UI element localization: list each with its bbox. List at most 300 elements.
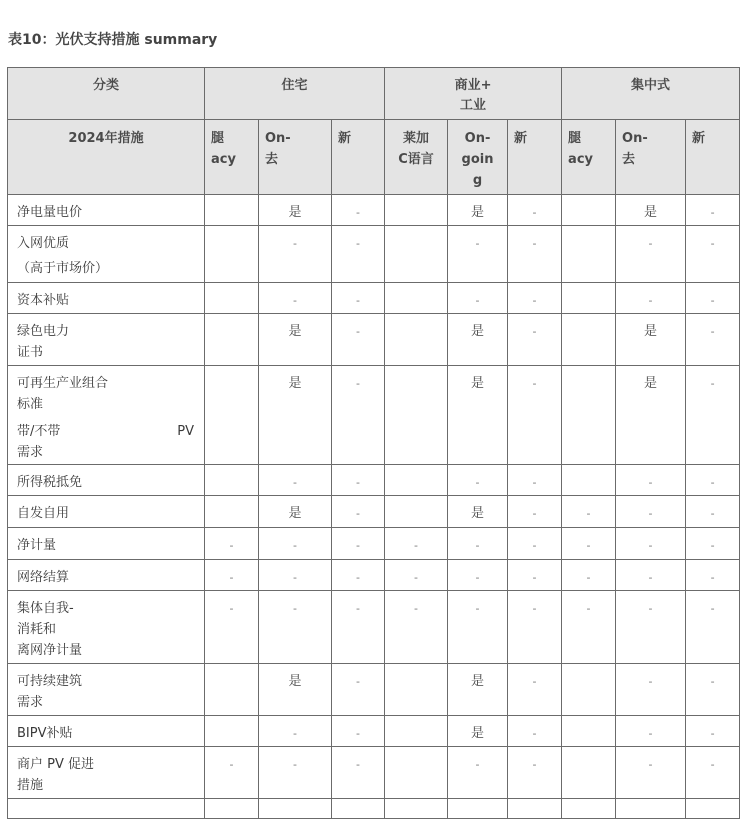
status-cell — [332, 664, 385, 716]
measure-label-cell — [8, 747, 205, 799]
dash-mark: - — [414, 571, 418, 584]
dash-mark: - — [293, 237, 297, 250]
yes-mark: 是 — [471, 324, 485, 339]
dash-mark: - — [293, 571, 297, 584]
status-cell — [686, 465, 740, 496]
status-cell — [259, 195, 332, 226]
status-cell — [205, 195, 259, 226]
group-header-residential — [205, 68, 385, 120]
table-row — [8, 366, 740, 465]
status-cell — [686, 226, 740, 283]
yes-mark: 是 — [288, 674, 302, 689]
yes-mark: 是 — [644, 376, 658, 391]
dash-mark: - — [356, 206, 360, 219]
subcolumn-header-line: 去 — [265, 152, 279, 167]
status-cell — [508, 799, 562, 819]
status-cell — [616, 226, 686, 283]
subcolumn-header-line: On- — [622, 131, 648, 146]
status-cell — [205, 716, 259, 747]
status-cell — [259, 747, 332, 799]
status-cell — [508, 465, 562, 496]
yes-mark: 是 — [644, 205, 658, 220]
dash-mark: - — [710, 294, 715, 307]
measure-label-line: 绿色电力 — [17, 324, 70, 339]
measure-label-line: （高于市场价） — [17, 261, 109, 276]
dash-mark: - — [532, 507, 537, 520]
dash-mark: - — [710, 377, 715, 390]
status-cell — [616, 465, 686, 496]
yes-mark: 是 — [471, 506, 485, 521]
status-cell — [259, 283, 332, 314]
status-cell — [332, 747, 385, 799]
dash-mark: - — [293, 476, 297, 489]
dash-mark: - — [532, 476, 537, 489]
status-cell — [562, 716, 616, 747]
dash-mark: - — [710, 727, 715, 740]
status-cell — [508, 366, 562, 465]
status-cell — [205, 283, 259, 314]
dash-mark: - — [475, 539, 480, 552]
measure-label-line: 入网优质 — [17, 236, 70, 251]
measure-label-line: 离网净计量 — [17, 643, 83, 658]
status-cell — [385, 496, 448, 528]
status-cell — [686, 799, 740, 819]
measure-label-line: BIPV补贴 — [17, 726, 73, 741]
subcolumn-header-line: 去 — [622, 152, 636, 167]
status-cell — [448, 528, 508, 560]
dash-mark: - — [648, 294, 653, 307]
dash-mark: - — [648, 602, 653, 615]
table-row — [8, 314, 740, 366]
dash-mark: - — [532, 539, 537, 552]
table-row — [8, 496, 740, 528]
dash-mark: - — [475, 758, 480, 771]
status-cell — [205, 560, 259, 591]
table-row — [8, 799, 740, 819]
group-header-line: 住宅 — [281, 78, 308, 93]
status-cell — [385, 591, 448, 664]
subcolumn-header-line: 新 — [514, 131, 528, 146]
dash-mark: - — [648, 675, 653, 688]
status-cell — [448, 799, 508, 819]
status-cell — [686, 591, 740, 664]
dash-mark: - — [229, 602, 234, 615]
dash-mark: - — [229, 758, 234, 771]
status-cell — [259, 591, 332, 664]
dash-mark: - — [475, 476, 480, 489]
dash-mark: - — [293, 539, 297, 552]
status-cell — [616, 496, 686, 528]
dash-mark: - — [475, 237, 480, 250]
measure-label-cell — [8, 591, 205, 664]
table-row — [8, 747, 740, 799]
status-cell — [448, 716, 508, 747]
status-cell — [616, 799, 686, 819]
status-cell — [205, 664, 259, 716]
status-cell — [686, 528, 740, 560]
yes-mark: 是 — [288, 205, 302, 220]
status-cell — [448, 283, 508, 314]
status-cell — [332, 496, 385, 528]
status-cell — [562, 528, 616, 560]
status-cell — [332, 716, 385, 747]
group-header-line: 集中式 — [631, 78, 671, 93]
subcolumn-header — [448, 120, 508, 195]
status-cell — [562, 366, 616, 465]
table-title: 表10：光伏支持措施 summary — [8, 32, 218, 48]
status-cell — [448, 314, 508, 366]
status-cell — [686, 664, 740, 716]
measure-label-cell — [8, 799, 205, 819]
dash-mark: - — [532, 758, 537, 771]
measure-label-cell — [8, 664, 205, 716]
status-cell — [616, 560, 686, 591]
status-cell — [385, 799, 448, 819]
status-cell — [385, 465, 448, 496]
subcolumn-header-line: On- — [265, 131, 291, 146]
status-cell — [332, 314, 385, 366]
subcolumn-header-line: 腿 — [568, 131, 582, 146]
status-cell — [616, 591, 686, 664]
measure-label-line: 标准 — [17, 397, 44, 412]
dash-mark: - — [532, 727, 537, 740]
dash-mark: - — [532, 675, 537, 688]
status-cell — [205, 496, 259, 528]
status-cell — [205, 314, 259, 366]
status-cell — [448, 195, 508, 226]
status-cell — [385, 716, 448, 747]
status-cell — [508, 560, 562, 591]
status-cell — [205, 799, 259, 819]
status-cell — [385, 560, 448, 591]
measure-label-line: 证书 — [17, 345, 44, 360]
status-cell — [562, 560, 616, 591]
dash-mark: - — [356, 325, 360, 338]
subcolumn-header — [686, 120, 740, 195]
status-cell — [332, 560, 385, 591]
measure-label-line — [17, 421, 194, 442]
status-cell — [448, 560, 508, 591]
status-cell — [562, 591, 616, 664]
status-cell — [259, 560, 332, 591]
measure-label-line: 所得税抵免 — [17, 475, 83, 490]
table-row — [8, 560, 740, 591]
status-cell — [562, 283, 616, 314]
dash-mark: - — [710, 476, 715, 489]
status-cell — [385, 747, 448, 799]
header-row-groups — [8, 68, 740, 120]
status-cell — [616, 747, 686, 799]
status-cell — [448, 747, 508, 799]
status-cell — [616, 716, 686, 747]
status-cell — [332, 528, 385, 560]
status-cell — [385, 195, 448, 226]
subcolumn-header — [616, 120, 686, 195]
status-cell — [332, 283, 385, 314]
status-cell — [448, 465, 508, 496]
subcolumn-header — [508, 120, 562, 195]
dash-mark: - — [648, 539, 653, 552]
dash-mark: - — [648, 571, 653, 584]
dash-mark: - — [710, 237, 715, 250]
subcolumn-header-line: goin — [461, 152, 494, 167]
status-cell — [332, 366, 385, 465]
dash-mark: - — [710, 206, 715, 219]
subcolumn-header-line: g — [472, 173, 483, 188]
group-header-line: 工业 — [460, 98, 487, 113]
dash-mark: - — [532, 325, 537, 338]
status-cell — [259, 465, 332, 496]
status-cell — [562, 496, 616, 528]
measure-label-cell — [8, 283, 205, 314]
status-cell — [616, 664, 686, 716]
dash-mark: - — [356, 602, 360, 615]
status-cell — [508, 716, 562, 747]
measure-label-cell — [8, 528, 205, 560]
measure-label-line: 自发自用 — [17, 506, 70, 521]
dash-mark: - — [475, 571, 480, 584]
group-header-commercial-industrial — [385, 68, 562, 120]
status-cell — [332, 591, 385, 664]
table-row — [8, 283, 740, 314]
status-cell — [385, 226, 448, 283]
measure-label-line: 需求 — [17, 695, 44, 710]
measure-label-text: PV — [177, 424, 194, 439]
dash-mark: - — [532, 377, 537, 390]
status-cell — [686, 716, 740, 747]
status-cell — [205, 528, 259, 560]
status-cell — [562, 799, 616, 819]
group-header-line: 商业+ — [454, 78, 492, 93]
measures-2024-header: 2024年措施 — [8, 120, 205, 195]
status-cell — [332, 195, 385, 226]
subcolumn-header-line: 新 — [692, 131, 706, 146]
status-cell — [332, 226, 385, 283]
dash-mark: - — [293, 758, 297, 771]
dash-mark: - — [648, 727, 653, 740]
dash-mark: - — [356, 571, 360, 584]
status-cell — [259, 314, 332, 366]
status-cell — [385, 528, 448, 560]
status-cell — [562, 747, 616, 799]
status-cell — [508, 528, 562, 560]
status-cell — [205, 591, 259, 664]
dash-mark: - — [356, 237, 360, 250]
dash-mark: - — [586, 507, 591, 520]
measure-label-line: 净电量电价 — [17, 205, 83, 220]
status-cell — [448, 496, 508, 528]
measure-label-cell — [8, 314, 205, 366]
subcolumn-header — [332, 120, 385, 195]
dash-mark: - — [293, 602, 297, 615]
dash-mark: - — [356, 507, 360, 520]
dash-mark: - — [414, 602, 418, 615]
measure-label-line: 资本补贴 — [17, 293, 70, 308]
table-row — [8, 528, 740, 560]
yes-mark: 是 — [471, 205, 485, 220]
status-cell — [385, 366, 448, 465]
measure-label-text: 带/不带 — [17, 424, 61, 439]
dash-mark: - — [293, 727, 297, 740]
dash-mark: - — [414, 539, 418, 552]
status-cell — [508, 314, 562, 366]
status-cell — [616, 195, 686, 226]
dash-mark: - — [356, 294, 360, 307]
measure-label-cell — [8, 465, 205, 496]
status-cell — [259, 664, 332, 716]
status-cell — [686, 496, 740, 528]
status-cell — [448, 591, 508, 664]
status-cell — [686, 314, 740, 366]
status-cell — [686, 747, 740, 799]
status-cell — [508, 664, 562, 716]
yes-mark: 是 — [288, 324, 302, 339]
yes-mark: 是 — [471, 376, 485, 391]
table-row — [8, 226, 740, 283]
dash-mark: - — [710, 758, 715, 771]
status-cell — [448, 664, 508, 716]
dash-mark: - — [356, 539, 360, 552]
yes-mark: 是 — [471, 674, 485, 689]
status-cell — [616, 314, 686, 366]
status-cell — [508, 195, 562, 226]
dash-mark: - — [356, 727, 360, 740]
status-cell — [385, 283, 448, 314]
dash-mark: - — [293, 294, 297, 307]
dash-mark: - — [356, 377, 360, 390]
dash-mark: - — [229, 539, 234, 552]
status-cell — [508, 496, 562, 528]
status-cell — [508, 283, 562, 314]
yes-mark: 是 — [471, 726, 485, 741]
status-cell — [259, 716, 332, 747]
measure-label-cell — [8, 496, 205, 528]
subcolumn-header-line: 莱加 — [403, 131, 430, 146]
dash-mark: - — [532, 294, 537, 307]
status-cell — [562, 465, 616, 496]
subcolumn-header-line: acy — [568, 152, 593, 167]
table-row — [8, 591, 740, 664]
measure-label-cell — [8, 366, 205, 465]
status-cell — [259, 226, 332, 283]
status-cell — [205, 226, 259, 283]
measure-label-line: 商户 PV 促进 — [17, 757, 94, 772]
status-cell — [448, 226, 508, 283]
dash-mark: - — [648, 476, 653, 489]
status-cell — [448, 366, 508, 465]
status-cell — [616, 528, 686, 560]
dash-mark: - — [648, 237, 653, 250]
subcolumn-header — [562, 120, 616, 195]
dash-mark: - — [648, 507, 653, 520]
category-header: 分类 — [8, 68, 205, 120]
measure-label-line: 可再生产业组合 — [17, 376, 109, 391]
status-cell — [562, 226, 616, 283]
dash-mark: - — [532, 571, 537, 584]
dash-mark: - — [586, 571, 591, 584]
measure-label-line: 需求 — [17, 445, 44, 460]
subcolumn-header-line: C语言 — [398, 152, 434, 167]
status-cell — [686, 195, 740, 226]
dash-mark: - — [586, 539, 591, 552]
status-cell — [686, 560, 740, 591]
subcolumn-header-line: On- — [464, 131, 491, 146]
status-cell — [332, 799, 385, 819]
status-cell — [686, 283, 740, 314]
dash-mark: - — [648, 758, 653, 771]
yes-mark: 是 — [288, 506, 302, 521]
status-cell — [616, 366, 686, 465]
table-row — [8, 195, 740, 226]
dash-mark: - — [710, 325, 715, 338]
measure-label-cell — [8, 716, 205, 747]
status-cell — [616, 283, 686, 314]
table-row — [8, 664, 740, 716]
yes-mark: 是 — [288, 376, 302, 391]
measure-label-line: 网络结算 — [17, 570, 70, 585]
measure-label-cell — [8, 560, 205, 591]
header-row-subcolumns — [8, 120, 740, 195]
status-cell — [205, 747, 259, 799]
status-cell — [562, 664, 616, 716]
subcolumn-header-line: acy — [211, 152, 236, 167]
table-row — [8, 465, 740, 496]
yes-mark: 是 — [644, 324, 658, 339]
dash-mark: - — [586, 602, 591, 615]
status-cell — [259, 528, 332, 560]
dash-mark: - — [532, 602, 537, 615]
dash-mark: - — [710, 507, 715, 520]
dash-mark: - — [710, 539, 715, 552]
status-cell — [385, 664, 448, 716]
dash-mark: - — [229, 571, 234, 584]
dash-mark: - — [356, 675, 360, 688]
dash-mark: - — [532, 206, 537, 219]
measure-label-line: 净计量 — [17, 538, 57, 553]
status-cell — [385, 314, 448, 366]
dash-mark: - — [356, 476, 360, 489]
dash-mark: - — [356, 758, 360, 771]
status-cell — [562, 195, 616, 226]
measure-label-line: 集体自我- — [17, 601, 74, 616]
dash-mark: - — [475, 294, 480, 307]
subcolumn-header — [385, 120, 448, 195]
measure-label-cell — [8, 226, 205, 283]
pv-support-measures-table — [7, 67, 740, 819]
status-cell — [332, 465, 385, 496]
dash-mark: - — [710, 675, 715, 688]
subcolumn-header — [205, 120, 259, 195]
status-cell — [205, 366, 259, 465]
subcolumn-header-line: 新 — [338, 131, 352, 146]
measure-label-line: 可持续建筑 — [17, 674, 83, 689]
status-cell — [259, 496, 332, 528]
status-cell — [508, 226, 562, 283]
status-cell — [562, 314, 616, 366]
measure-label-line: 消耗和 — [17, 622, 57, 637]
dash-mark: - — [532, 237, 537, 250]
status-cell — [508, 591, 562, 664]
status-cell — [686, 366, 740, 465]
measure-label-line: 措施 — [17, 778, 44, 793]
subcolumn-header — [259, 120, 332, 195]
dash-mark: - — [710, 571, 715, 584]
status-cell — [259, 366, 332, 465]
status-cell — [205, 465, 259, 496]
measure-label-cell — [8, 195, 205, 226]
status-cell — [259, 799, 332, 819]
group-header-utility-scale — [562, 68, 740, 120]
